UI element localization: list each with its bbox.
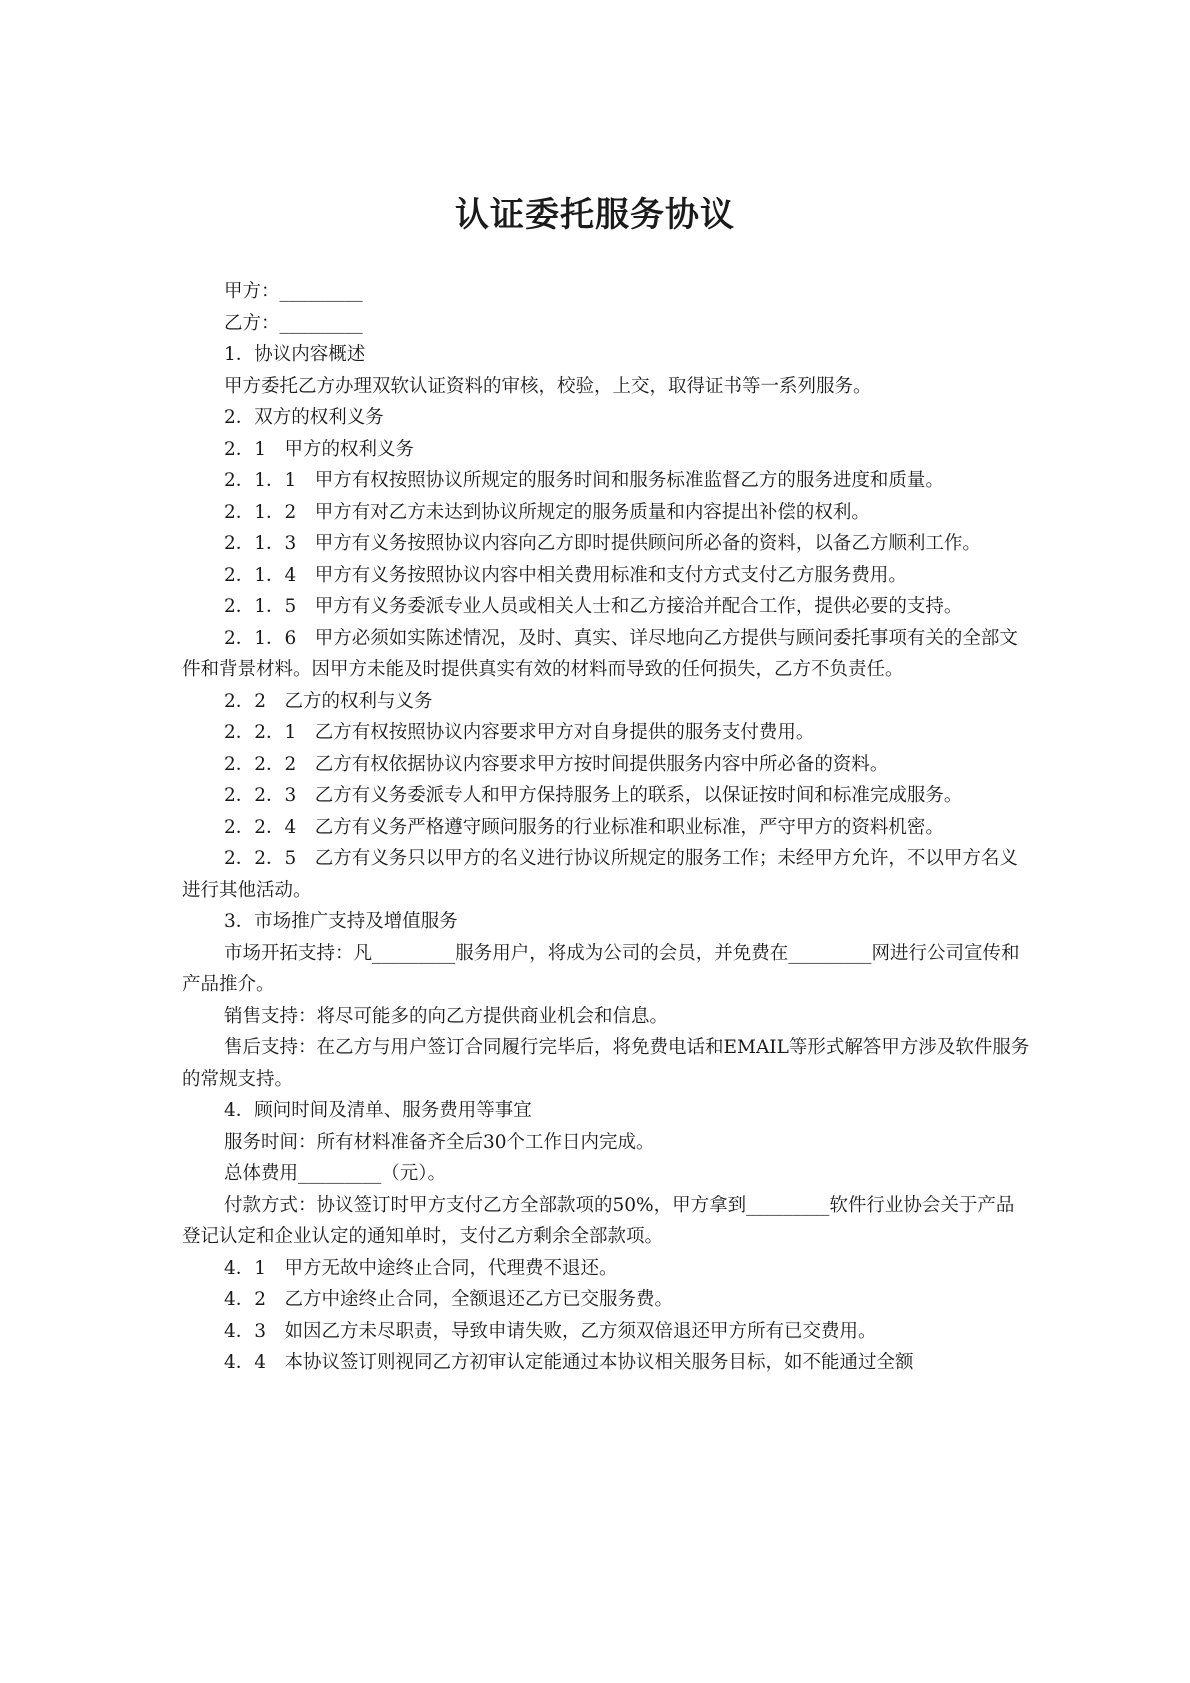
section-heading: 1．协议内容概述 — [224, 344, 366, 365]
paragraph: 服务时间：所有材料准备齐全后30个工作日内完成。 — [224, 1131, 655, 1153]
paragraph: 总体费用_________（元）。 — [224, 1163, 447, 1184]
paragraph: 2．1．3 甲方有义务按照协议内容向乙方即时提供顾问所必备的资料，以备乙方顺利工作。 — [224, 533, 981, 554]
paragraph: 2．2．1 乙方有权按照协议内容要求甲方对自身提供的服务支付费用。 — [224, 722, 815, 743]
paragraph: 2．1．4 甲方有义务按照协议内容中相关费用标准和支付方式支付乙方服务费用。 — [224, 564, 907, 586]
subsection-heading: 2．2 乙方的权利与义务 — [224, 690, 433, 712]
section-heading: 3．市场推广支持及增值服务 — [224, 911, 458, 932]
paragraph: 2．1．6 甲方必须如实陈述情况，及时、真实、详尽地向乙方提供与顾问委托事项有关的全部文件和背景材料。因甲方未能及时提供真实有效的材料而导致的任何损失，乙方不负责任。 — [182, 627, 1018, 680]
paragraph: 市场开拓支持：凡_________服务用户，将成为公司的会员，并免费在_________网进行公司宣传和产品推介。 — [182, 942, 1020, 995]
paragraph: 2．2．4 乙方有义务严格遵守顾问服务的行业标准和职业标准，严守甲方的资料机密。 — [224, 816, 944, 838]
paragraph: 4．2 乙方中途终止合同，全额退还乙方已交服务费。 — [224, 1289, 674, 1310]
section-heading: 4．顾问时间及清单、服务费用等事宜 — [224, 1100, 532, 1121]
paragraph: 4．1 甲方无故中途终止合同，代理费不退还。 — [224, 1257, 618, 1279]
paragraph: 2．1．5 甲方有义务委派专业人员或相关人士和乙方接洽并配合工作，提供必要的支持。 — [224, 596, 963, 617]
section-heading: 2．双方的权利义务 — [224, 407, 384, 428]
paragraph: 乙方：_________ — [224, 312, 363, 334]
paragraph: 甲方委托乙方办理双软认证资料的审核，校验，上交，取得证书等一系列服务。 — [224, 375, 872, 397]
paragraph: 4．4 本协议签订则视同乙方初审认定能通过本协议相关服务目标，如不能通过全额 — [224, 1352, 914, 1373]
paragraph: 销售支持：将尽可能多的向乙方提供商业机会和信息。 — [224, 1005, 669, 1027]
paragraph: 2．1．1 甲方有权按照协议所规定的服务时间和服务标准监督乙方的服务进度和质量。 — [224, 470, 944, 491]
paragraph: 2．2．3 乙方有义务委派专人和甲方保持服务上的联系，以保证按时间和标准完成服务。 — [224, 785, 963, 806]
paragraph: 2．2．5 乙方有义务只以甲方的名义进行协议所规定的服务工作；未经甲方允许，不以甲方名义进行其他活动。 — [182, 848, 1018, 901]
paragraph: 2．2．2 乙方有权依据协议内容要求甲方按时间提供服务内容中所必备的资料。 — [224, 753, 889, 775]
paragraph: 4．3 如因乙方未尽职责，导致申请失败，乙方须双倍退还甲方所有已交费用。 — [224, 1320, 877, 1342]
subsection-heading: 2．1 甲方的权利义务 — [224, 438, 415, 460]
paragraph: 付款方式：协议签订时甲方支付乙方全部款项的50%，甲方拿到_________软件行业协会关于产品登记认定和企业认定的通知单时，支付乙方剩余全部款项。 — [182, 1194, 1015, 1247]
paragraph: 2．1．2 甲方有对乙方未达到协议所规定的服务质量和内容提出补偿的权利。 — [224, 501, 870, 523]
document-body — [182, 276, 1032, 1379]
document-title: 认证委托服务协议 — [455, 195, 735, 235]
paragraph: 售后支持：在乙方与用户签订合同履行完毕后，将免费电话和EMAIL等形式解答甲方涉及软件服务的常规支持。 — [182, 1037, 1030, 1090]
paragraph: 甲方：_________ — [224, 281, 363, 302]
